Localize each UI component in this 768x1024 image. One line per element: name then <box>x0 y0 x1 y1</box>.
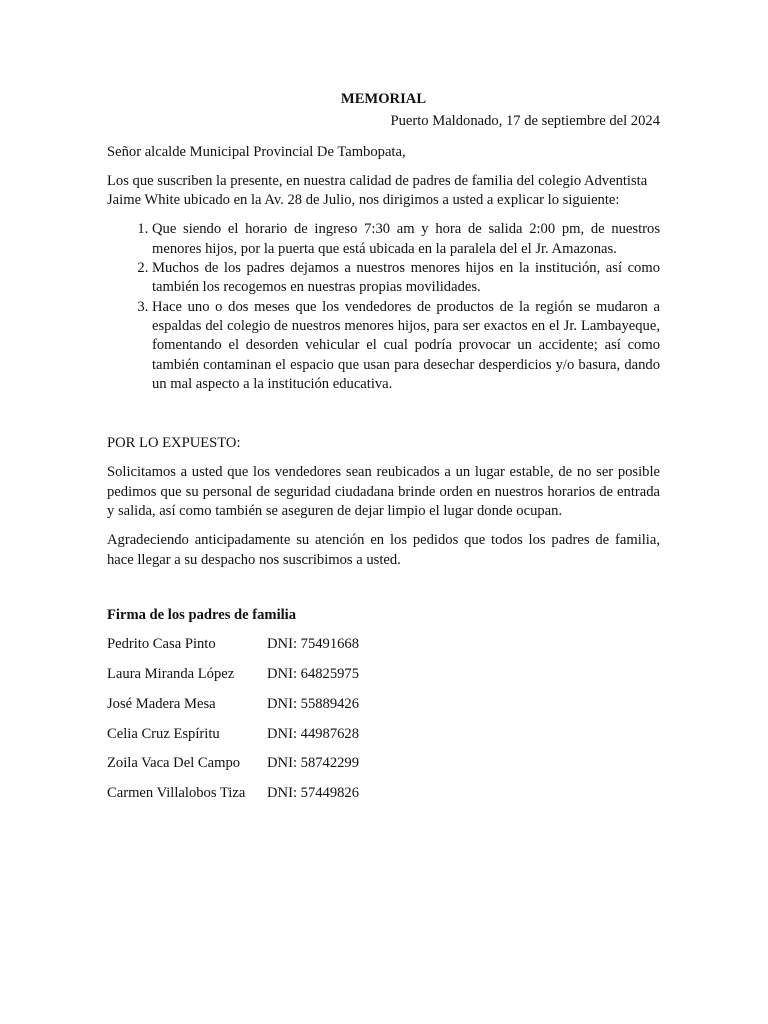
signature-row <box>107 784 660 803</box>
signature-row <box>107 725 660 744</box>
signer-dni: DNI: 64825975 <box>267 666 360 683</box>
document-title: MEMORIAL <box>340 91 427 107</box>
points-list <box>107 220 660 394</box>
signer-dni: DNI: 75491668 <box>267 636 360 653</box>
list-item: 1. Que siendo el horario de ingreso 7:30 am y hora de salida 2:00 pm, de nuestros menores hijos, por la puerta que está ubicada en la paralela del el Jr. Amazonas. <box>152 220 660 259</box>
signature-row <box>107 695 660 714</box>
signer-name: Carmen Villalobos Tiza <box>107 785 246 802</box>
signer-name: Laura Miranda López <box>107 666 235 683</box>
list-item: 2. Muchos de los padres dejamos a nuestros menores hijos en la institución, así como también los recogemos en nuestras propias movilidades. <box>152 259 660 298</box>
signature-row <box>107 665 660 684</box>
signer-name: José Madera Mesa <box>107 695 216 712</box>
signer-name: Pedrito Casa Pinto <box>107 636 216 653</box>
list-item: 3. Hace uno o dos meses que los vendedores de productos de la región se mudaron a espaldas del colegio de nuestros menores hijos, para ser exactos en el Jr. Lambayeque, fomentando el desorden vehicular el cual podría provocar un accidente; así como también contaminan el espacio que usan para desechar desperdicios y/o basura, dando un mal aspecto a la institución educativa. <box>152 298 660 394</box>
signer-dni: DNI: 55889426 <box>267 695 360 712</box>
request-paragraph: Solicitamos a usted que los vendedores sean reubicados a un lugar estable, de no ser posible pedimos que su personal de seguridad ciudadana brinde orden en nuestros horarios de entrada y salida, así como también se aseguren de dejar limpio el lugar donde ocupan. <box>107 464 660 520</box>
document-page <box>107 90 660 814</box>
signer-dni: DNI: 57449826 <box>267 785 360 802</box>
signature-row <box>107 635 660 654</box>
por-lo-expuesto-heading: POR LO EXPUESTO: <box>107 435 241 452</box>
signatures-list <box>107 635 660 803</box>
signer-dni: DNI: 44987628 <box>267 725 360 742</box>
signer-dni: DNI: 58742299 <box>267 755 360 772</box>
closing-paragraph: Agradeciendo anticipadamente su atención en los pedidos que todos los padres de familia, hace llegar a su despacho nos suscribimos a usted. <box>107 532 660 568</box>
signer-name: Celia Cruz Espíritu <box>107 725 220 742</box>
document-date: Puerto Maldonado, 17 de septiembre del 2024 <box>390 113 660 130</box>
intro-paragraph: Los que suscriben la presente, en nuestra calidad de padres de familia del colegio Adventista Jaime White ubicado en la Av. 28 de Julio, nos dirigimos a usted a explicar lo siguiente: <box>107 172 648 209</box>
salutation: Señor alcalde Municipal Provincial De Tambopata, <box>107 143 406 160</box>
signatures-title: Firma de los padres de familia <box>107 606 297 623</box>
signer-name: Zoila Vaca Del Campo <box>107 755 241 772</box>
signature-row <box>107 754 660 773</box>
